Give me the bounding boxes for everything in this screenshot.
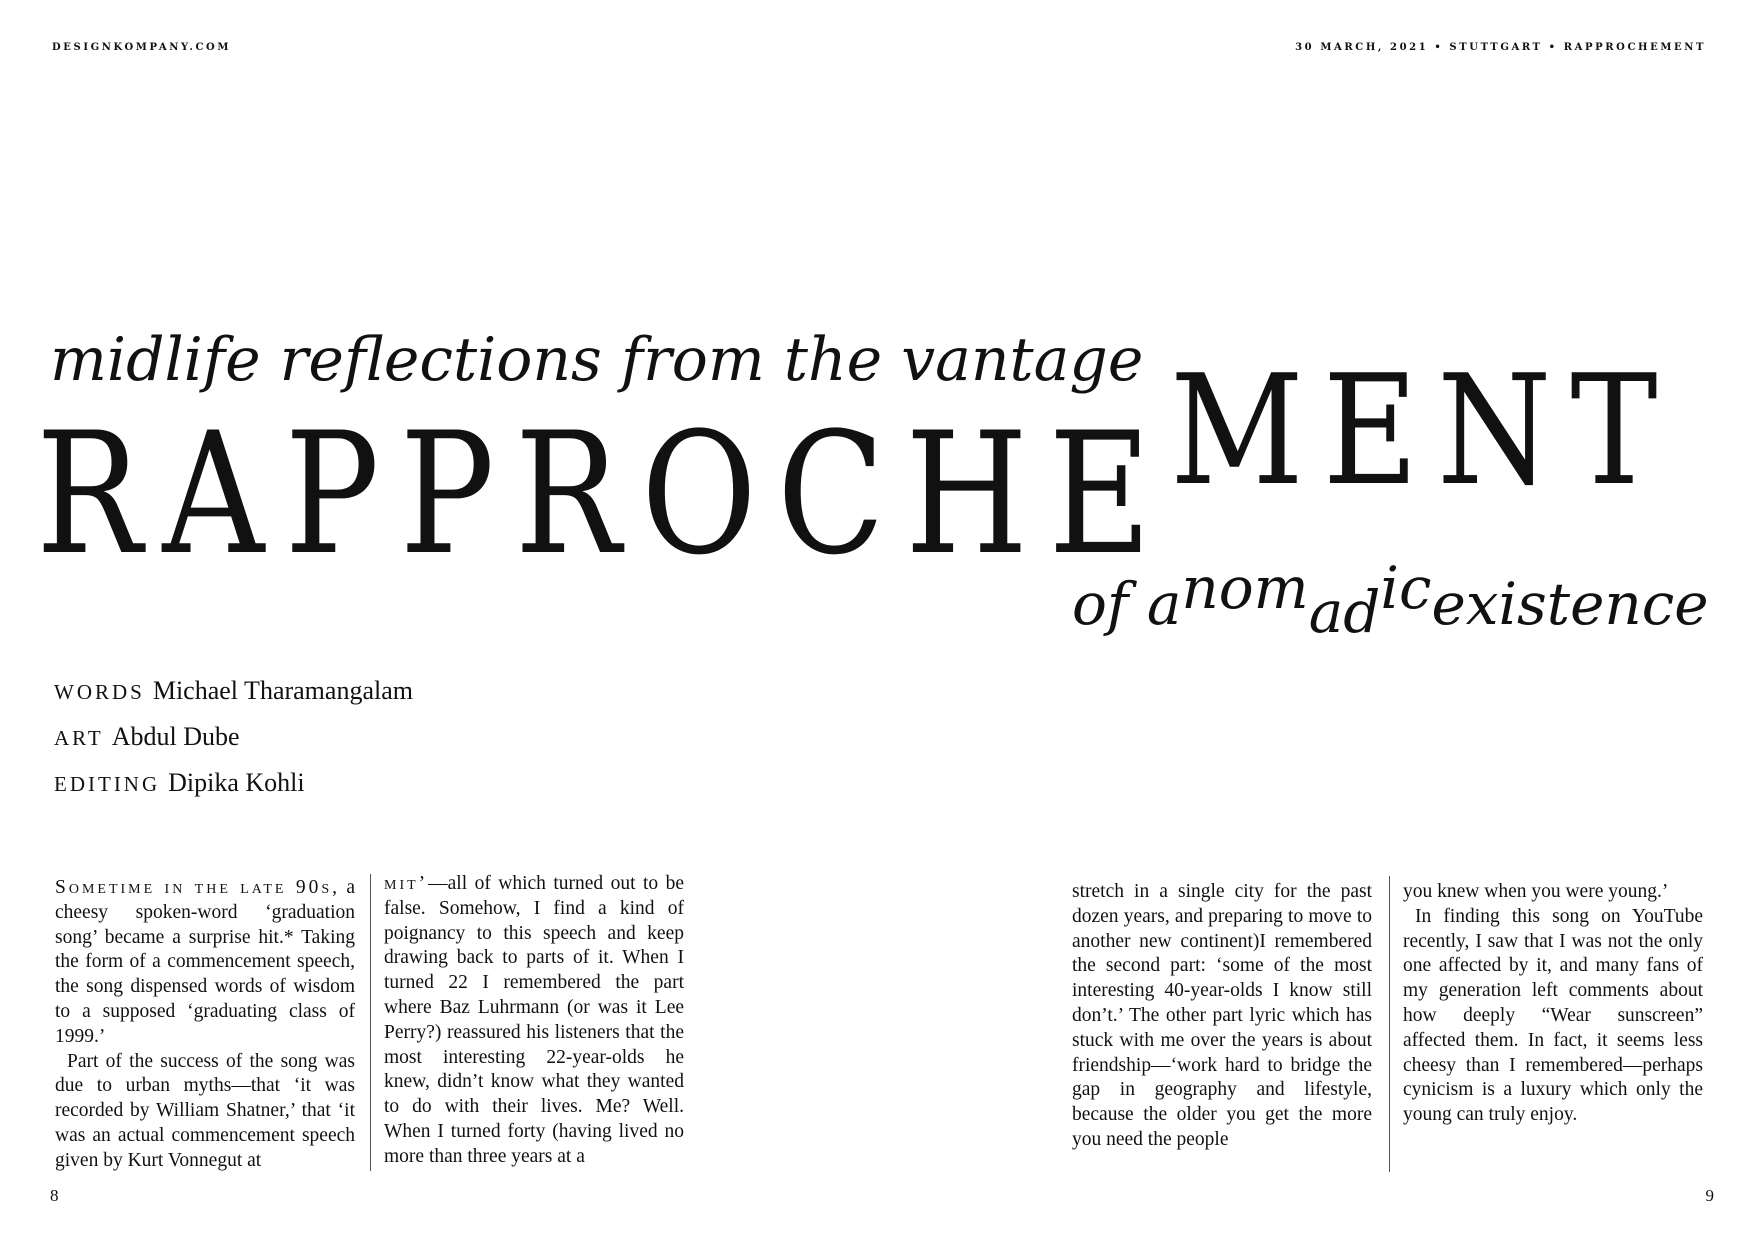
credit-role: WORDS: [54, 680, 145, 704]
title-main: RAPPROCHE: [36, 396, 1172, 592]
text-run: a cheesy spoken-word ‘graduation song’ became a surprise hit.* Taking the form of a commencement speech, the song dispensed words of wisdom to a supposed ‘graduating class of 1999.’: [55, 877, 356, 1047]
credit-name: Dipika Kohli: [168, 768, 305, 797]
person-name: Baz Luhrmann: [439, 996, 560, 1018]
kicker-bottom-part: of a: [1072, 570, 1182, 638]
lead-in: Sometime in the late 90s,: [55, 877, 340, 898]
text-run: Part of the success of the song was due to urban myths—that ‘it was recorded by: [55, 1050, 355, 1122]
kicker-bottom-part: ad: [1308, 578, 1381, 646]
column-rule: [370, 874, 371, 1171]
running-head: 30 MARCH, 2021 • STUTTGART • RAPPROCHEMENT: [1295, 42, 1706, 53]
body-column-4: [1403, 880, 1703, 1128]
body-column-2: [384, 872, 684, 1170]
kicker-bottom-part: ic: [1380, 554, 1432, 622]
person-name: William Shatner: [156, 1100, 285, 1122]
paragraph: [384, 872, 684, 1170]
text-run: at: [242, 1149, 262, 1171]
credit-name: Abdul Dube: [111, 722, 240, 751]
kicker-bottom-part: existence: [1431, 570, 1709, 638]
credit-role: ART: [54, 726, 104, 750]
paragraph: stretch in a single city for the past dozen years, and preparing to move to another new continent)I remembered the second part: ‘some of the most interesting 40-year-olds I know still don’t.’ The other part lyric which has stuck with me over the years is about friendship—‘work hard to bridge the gap in geography and lifestyle, because the older you get the more you need the people: [1072, 881, 1372, 1150]
credit-words: [54, 676, 413, 706]
kicker-bottom-part: nom: [1181, 554, 1309, 622]
person-name: Kurt Vonnegut: [127, 1149, 243, 1171]
text-run: (or was it: [559, 996, 655, 1018]
credit-name: Michael Tharamangalam: [152, 676, 413, 705]
body-column-3: [1072, 880, 1372, 1153]
small-caps-word: mit’: [384, 873, 429, 894]
site-url: DESIGNKOMPANY.COM: [52, 42, 232, 53]
text-run: —all of which turned out to be false. Somehow, I find a kind of poignancy to this speech and keep drawing back to parts of it. When I turned 22 I remembered the part where: [384, 873, 684, 1018]
column-rule: [1389, 876, 1390, 1172]
body-column-1: [55, 876, 355, 1174]
title-kicker-top: midlife reflections from the vantage: [50, 325, 1144, 395]
paragraph: [55, 1050, 355, 1174]
credit-role: EDITING: [54, 772, 161, 796]
title-raised-suffix: MENT: [1170, 342, 1677, 519]
credit-art: [54, 722, 240, 752]
page-number-left: 8: [50, 1186, 59, 1205]
page-number-right: 9: [1705, 1186, 1714, 1205]
paragraph: you knew when you were young.’: [1403, 881, 1669, 902]
title-kicker-bottom: [1072, 554, 1709, 646]
credit-editing: [54, 768, 305, 798]
person-name: Lee Perry: [384, 996, 685, 1043]
paragraph: [55, 876, 355, 1050]
paragraph: In finding this song on YouTube recently, I saw that I was not the only one affected by it, and many fans of my generation left comments about how deeply “Wear sunscreen” affected them. In fact, it seems less cheesy than I remembered—perhaps cynicism is a luxury which only the young can truly enjoy.: [1403, 905, 1703, 1126]
text-run: ?) reassured his listeners that the most interesting 22-year-olds he knew, didn’t know what they wanted to do with their lives. Me? Well. When I turned forty (having lived no more than three years at a: [384, 1021, 684, 1167]
text-run: ,’ that ‘it was an actual commencement speech given by: [55, 1100, 355, 1171]
